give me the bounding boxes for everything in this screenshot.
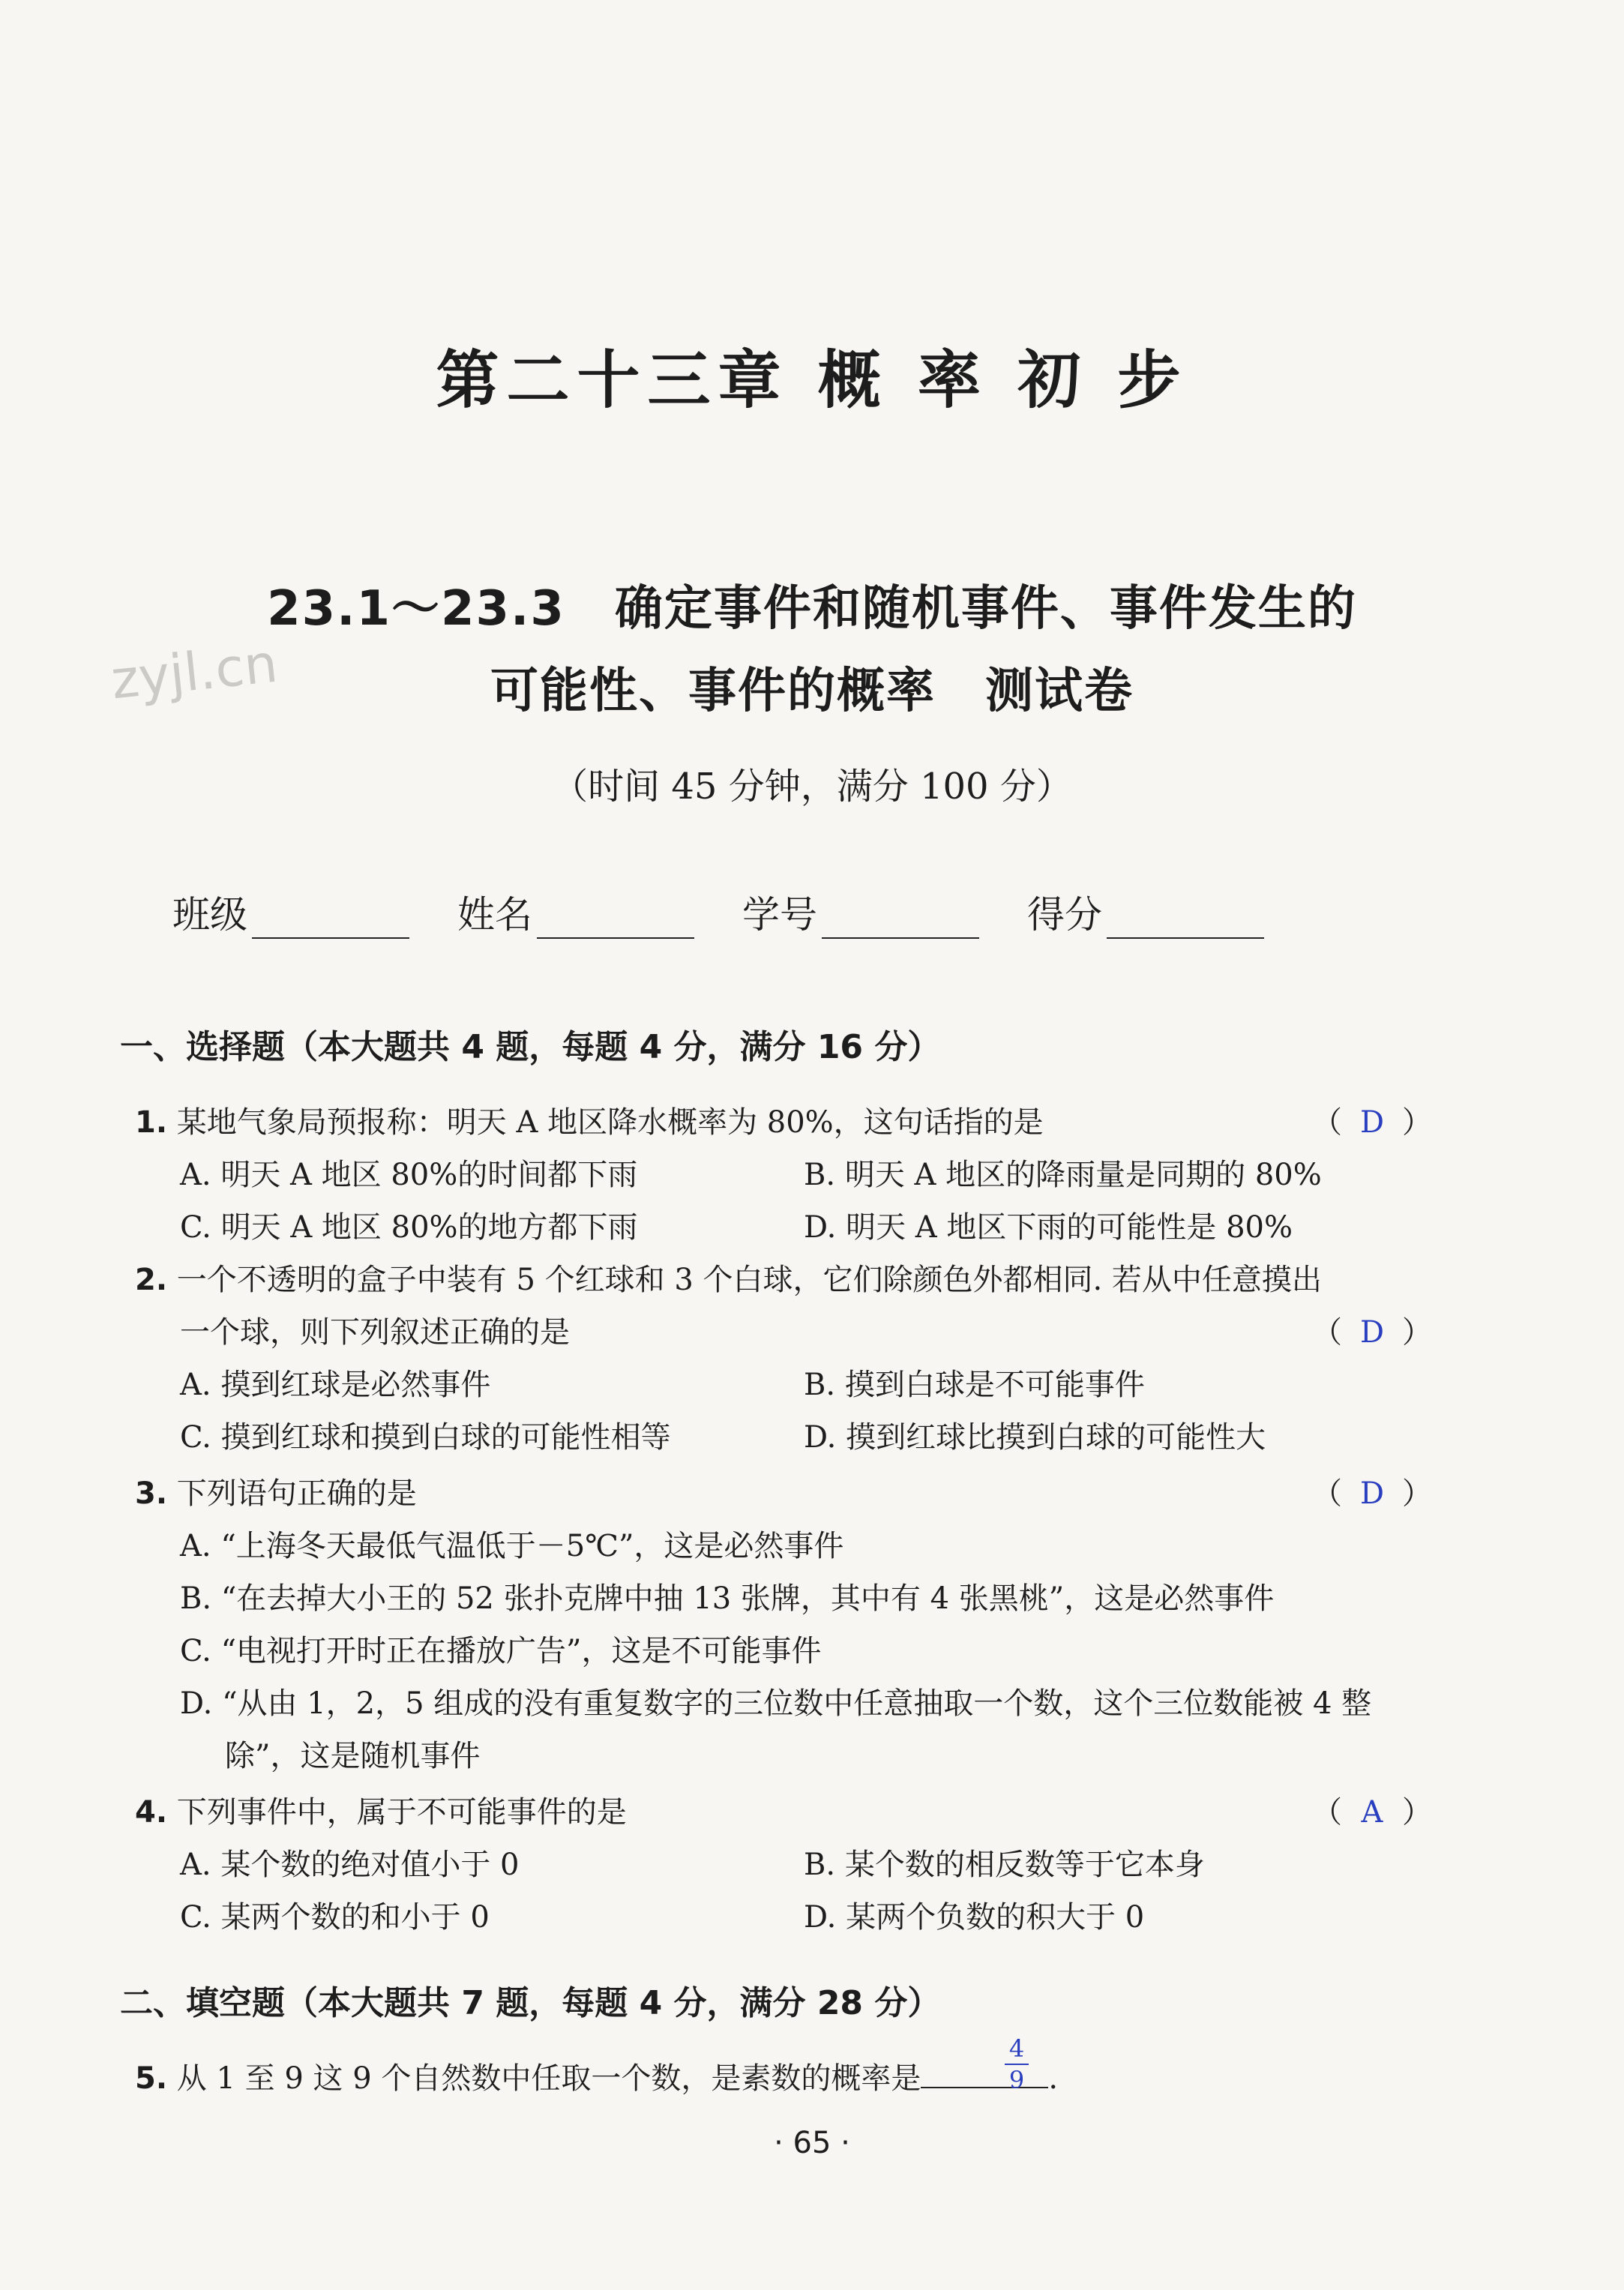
q5-answer-denominator: 9 — [1008, 2066, 1025, 2094]
q1-option-c: C. 明天 A 地区 80%的地方都下雨 — [180, 1210, 638, 1245]
q1-text: 某地气象局预报称：明天 A 地区降水概率为 80%，这句话指的是 — [176, 1105, 1044, 1140]
q2-option-b: B. 摸到白球是不可能事件 — [804, 1368, 1145, 1402]
q1-option-a: A. 明天 A 地区 80%的时间都下雨 — [180, 1158, 638, 1192]
class-label: 班级 — [172, 893, 247, 937]
q5-stem — [135, 2055, 1058, 2097]
q4-text: 下列事件中，属于不可能事件的是 — [176, 1795, 627, 1830]
page-number: · 65 · — [774, 2126, 850, 2160]
q1-answer-value: D — [1359, 1105, 1385, 1140]
q4-number: 4. — [135, 1795, 168, 1830]
q5-answer-fraction — [1002, 2034, 1032, 2095]
q2-text-line2: 一个球，则下列叙述正确的是 — [180, 1315, 570, 1350]
name-blank[interactable] — [537, 900, 694, 939]
test-title-line1: 23.1～23.3 确定事件和随机事件、事件发生的 — [267, 581, 1357, 637]
number-label: 学号 — [742, 893, 817, 937]
q2-option-d: D. 摸到红球比摸到白球的可能性大 — [804, 1420, 1266, 1455]
q3-option-b: B. “在去掉大小王的 52 张扑克牌中抽 13 张牌，其中有 4 张黑桃”，这是必然事件 — [180, 1581, 1275, 1616]
chapter-title: 第二十三章 概 率 初 步 — [436, 343, 1188, 417]
q3-option-a: A. “上海冬天最低气温低于－5℃”，这是必然事件 — [180, 1529, 844, 1563]
number-field — [742, 885, 979, 939]
q4-answer-value: A — [1361, 1795, 1383, 1830]
name-label: 姓名 — [457, 893, 532, 937]
time-note: （时间 45 分钟，满分 100 分） — [552, 766, 1072, 808]
q3-option-c: C. “电视打开时正在播放广告”，这是不可能事件 — [180, 1634, 822, 1668]
q3-text: 下列语句正确的是 — [176, 1476, 417, 1511]
section2-title: 二、填空题（本大题共 7 题，每题 4 分，满分 28 分） — [120, 1984, 941, 2022]
q2-number: 2. — [135, 1263, 168, 1297]
q1-option-d: D. 明天 A 地区下雨的可能性是 80% — [804, 1210, 1293, 1245]
q4-option-b: B. 某个数的相反数等于它本身 — [804, 1848, 1205, 1882]
q2-answer-value: D — [1359, 1315, 1385, 1350]
q4-option-a: A. 某个数的绝对值小于 0 — [180, 1848, 520, 1882]
q3-option-d-line1: D. “从由 1，2，5 组成的没有重复数字的三位数中任意抽取一个数，这个三位数能被 4 整 — [180, 1686, 1372, 1721]
q1-answer: （ D ） — [1312, 1105, 1432, 1140]
class-blank[interactable] — [252, 900, 409, 939]
q4-option-c: C. 某两个数的和小于 0 — [180, 1900, 490, 1935]
q1-stem — [135, 1099, 1044, 1141]
q5-answer-numerator: 4 — [1008, 2034, 1025, 2063]
q2-option-c: C. 摸到红球和摸到白球的可能性相等 — [180, 1420, 671, 1455]
score-field — [1027, 885, 1264, 939]
score-label: 得分 — [1027, 893, 1102, 937]
q2-text-line1: 一个不透明的盒子中装有 5 个红球和 3 个白球，它们除颜色外都相同. 若从中任意摸出 — [176, 1263, 1322, 1297]
q3-number: 3. — [135, 1476, 168, 1511]
student-info-row — [172, 885, 1312, 939]
class-field — [172, 885, 409, 939]
test-title-line2: 可能性、事件的概率 测试卷 — [490, 664, 1134, 719]
watermark: zyjl.cn — [108, 632, 280, 712]
number-blank[interactable] — [822, 900, 979, 939]
q2-option-a: A. 摸到红球是必然事件 — [180, 1368, 491, 1402]
q4-option-d: D. 某两个负数的积大于 0 — [804, 1900, 1145, 1935]
q5-number: 5. — [135, 2061, 168, 2096]
name-field — [457, 885, 694, 939]
q2-answer: （ D ） — [1312, 1315, 1432, 1350]
q3-option-d-line2: 除”，这是随机事件 — [225, 1739, 481, 1773]
q1-option-b: B. 明天 A 地区的降雨量是同期的 80% — [804, 1158, 1322, 1192]
q5-text: 从 1 至 9 这 9 个自然数中任取一个数，是素数的概率是 — [176, 2061, 921, 2096]
q5-end-mark: . — [1048, 2061, 1059, 2096]
q3-stem — [135, 1470, 417, 1512]
q3-answer: （ D ） — [1312, 1476, 1432, 1511]
section1-title: 一、选择题（本大题共 4 题，每题 4 分，满分 16 分） — [120, 1028, 941, 1066]
score-blank[interactable] — [1107, 900, 1264, 939]
q4-stem — [135, 1788, 627, 1831]
q3-answer-value: D — [1359, 1476, 1385, 1511]
q4-answer: （ A ） — [1312, 1795, 1432, 1830]
q2-stem-line1 — [135, 1256, 1322, 1299]
q1-number: 1. — [135, 1105, 168, 1140]
fraction-bar — [1005, 2064, 1029, 2065]
